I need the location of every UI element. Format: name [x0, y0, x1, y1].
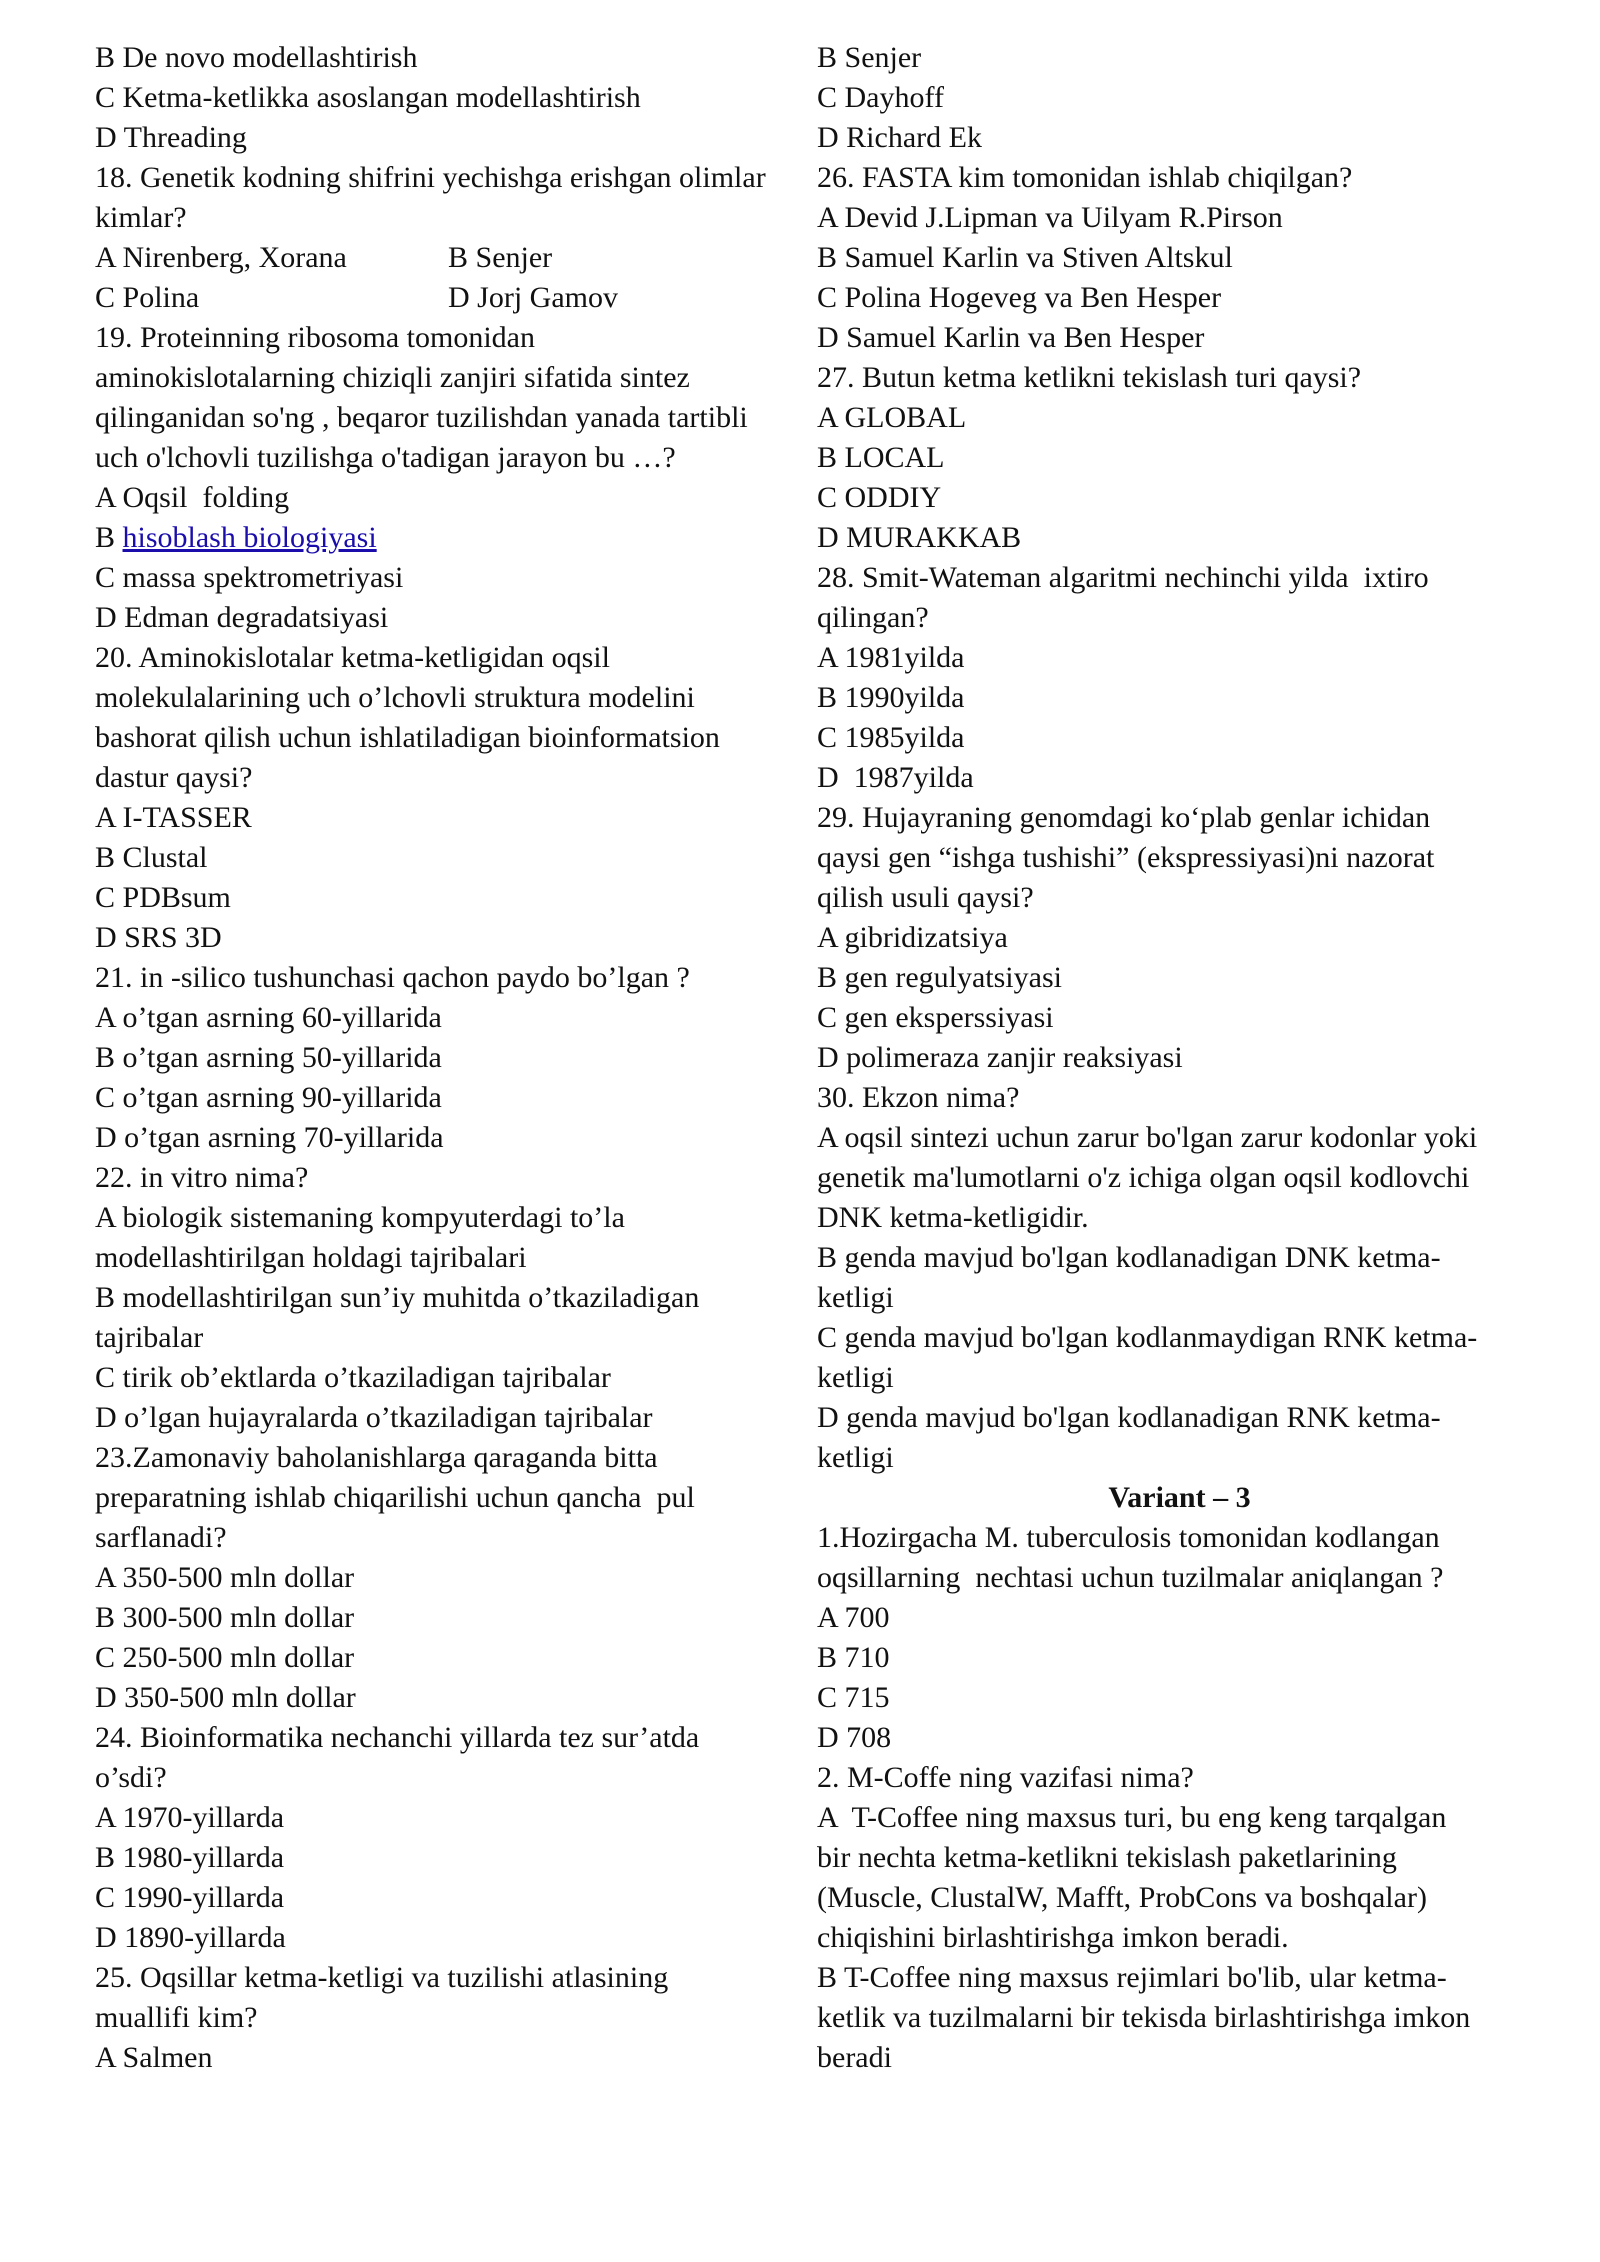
- q21-option-d: D o’tgan asrning 70-yillarida: [95, 1121, 444, 1154]
- q24-question-line: 24. Bioinformatika nechanchi yillarda tez sur’atda: [95, 1721, 700, 1754]
- q18-option-a: A Nirenberg, Xorana: [95, 241, 347, 274]
- q28-question-line: 28. Smit-Wateman algaritmi nechinchi yilda ixtiro: [817, 561, 1429, 594]
- q27-option-a: A GLOBAL: [817, 401, 967, 434]
- q30-option-c: C genda mavjud bo'lgan kodlanmaydigan RNK ketma-: [817, 1321, 1478, 1354]
- q19-option-b: [95, 518, 815, 558]
- q29-option-c: C gen eksperssiyasi: [817, 1001, 1054, 1034]
- q17-option-c: C Ketma-ketlikka asoslangan modellashtirish: [95, 81, 641, 114]
- q17-option-b: B De novo modellashtirish: [95, 41, 418, 74]
- q22-option-d: D o’lgan hujayralarda o’tkaziladigan tajribalar: [95, 1401, 653, 1434]
- q20-question-line: 20. Aminokislotalar ketma-ketligidan oqsil: [95, 641, 610, 674]
- q30-option-d: D genda mavjud bo'lgan kodlanadigan RNK ketma-: [817, 1401, 1441, 1434]
- q28-option-d: D 1987yilda: [817, 761, 974, 794]
- q30-option-d: ketligi: [817, 1441, 894, 1474]
- q21-question-line: 21. in -silico tushunchasi qachon paydo bo’lgan ?: [95, 961, 690, 994]
- v3-q1-option-b: B 710: [817, 1641, 890, 1674]
- v3-q1-option-d: D 708: [817, 1721, 892, 1754]
- q30-question-line: 30. Ekzon nima?: [817, 1081, 1020, 1114]
- q18-question-line: kimlar?: [95, 201, 187, 234]
- left-column: [95, 38, 815, 2078]
- v3-q2-option-b: beradi: [817, 2041, 892, 2074]
- q22-option-b: B modellashtirilgan sun’iy muhitda o’tkaziladigan: [95, 1281, 700, 1314]
- q27-option-c: C ODDIY: [817, 481, 942, 514]
- q19-option-a: A Oqsil folding: [95, 481, 290, 514]
- q20-question-line: molekulalarining uch o’lchovli struktura modelini: [95, 681, 695, 714]
- q30-option-c: ketligi: [817, 1361, 894, 1394]
- v3-q2-option-a: A T-Coffee ning maxsus turi, bu eng keng tarqalgan: [817, 1801, 1447, 1834]
- q23-option-a: A 350-500 mln dollar: [95, 1561, 355, 1594]
- q24-option-c: C 1990-yillarda: [95, 1881, 285, 1914]
- q21-option-b: B o’tgan asrning 50-yillarida: [95, 1041, 442, 1074]
- q28-option-b: B 1990yilda: [817, 681, 965, 714]
- right-column: [817, 38, 1542, 2078]
- q26-option-c: C Polina Hogeveg va Ben Hesper: [817, 281, 1222, 314]
- q18-option-b: B Senjer: [448, 241, 553, 274]
- q25-question-line: muallifi kim?: [95, 2001, 258, 2034]
- q25-option-c: C Dayhoff: [817, 81, 944, 114]
- q23-option-b: B 300-500 mln dollar: [95, 1601, 355, 1634]
- q20-question-line: bashorat qilish uchun ishlatiladigan bioinformatsion: [95, 721, 720, 754]
- q23-question-line: sarflanadi?: [95, 1521, 227, 1554]
- v3-q2-option-a: (Muscle, ClustalW, Mafft, ProbCons va boshqalar): [817, 1881, 1427, 1914]
- q27-option-d: D MURAKKAB: [817, 521, 1022, 554]
- q20-option-d: D SRS 3D: [95, 921, 222, 954]
- q18-options-row: [95, 238, 815, 278]
- q21-option-a: A o’tgan asrning 60-yillarida: [95, 1001, 442, 1034]
- q26-option-b: B Samuel Karlin va Stiven Altskul: [817, 241, 1233, 274]
- q18-question-line: 18. Genetik kodning shifrini yechishga erishgan olimlar: [95, 161, 766, 194]
- q20-option-b: B Clustal: [95, 841, 208, 874]
- q21-option-c: C o’tgan asrning 90-yillarida: [95, 1081, 442, 1114]
- q20-question-line: dastur qaysi?: [95, 761, 253, 794]
- q20-option-c: C PDBsum: [95, 881, 231, 914]
- q23-question-line: preparatning ishlab chiqarilishi uchun qancha pul: [95, 1481, 695, 1514]
- q29-question-line: qilish usuli qaysi?: [817, 881, 1034, 914]
- q18-option-c: C Polina: [95, 281, 200, 314]
- v3-q2-option-a: chiqishini birlashtirishga imkon beradi.: [817, 1921, 1289, 1954]
- q19-option-c: C massa spektrometriyasi: [95, 561, 404, 594]
- q22-question-line: 22. in vitro nima?: [95, 1161, 309, 1194]
- q30-option-a: genetik ma'lumotlarni o'z ichiga olgan oqsil kodlovchi: [817, 1161, 1470, 1194]
- q18-options-row: [95, 278, 815, 318]
- q24-question-line: o’sdi?: [95, 1761, 167, 1794]
- q19-question-line: 19. Proteinning ribosoma tomonidan: [95, 321, 535, 354]
- q24-option-d: D 1890-yillarda: [95, 1921, 286, 1954]
- q20-option-a: A I-TASSER: [95, 801, 252, 834]
- v3-q2-option-b: B T-Coffee ning maxsus rejimlari bo'lib, ular ketma-: [817, 1961, 1447, 1994]
- q28-question-line: qilingan?: [817, 601, 929, 634]
- q30-option-b: B genda mavjud bo'lgan kodlanadigan DNK ketma-: [817, 1241, 1441, 1274]
- hisoblash-biologiyasi-link[interactable]: hisoblash biologiyasi: [122, 521, 377, 554]
- q19-option-d: D Edman degradatsiyasi: [95, 601, 389, 634]
- q30-option-a: DNK ketma-ketligidir.: [817, 1201, 1089, 1234]
- v3-q1-option-a: A 700: [817, 1601, 890, 1634]
- q29-option-d: D polimeraza zanjir reaksiyasi: [817, 1041, 1183, 1074]
- q24-option-b: B 1980-yillarda: [95, 1841, 285, 1874]
- q28-option-a: A 1981yilda: [817, 641, 965, 674]
- q22-option-a: A biologik sistemaning kompyuterdagi to’la: [95, 1201, 625, 1234]
- q24-option-a: A 1970-yillarda: [95, 1801, 285, 1834]
- q25-option-b: B Senjer: [817, 41, 922, 74]
- q29-option-b: B gen regulyatsiyasi: [817, 961, 1062, 994]
- q19-option-b-prefix: B: [95, 521, 123, 554]
- q18-option-d: D Jorj Gamov: [448, 281, 618, 314]
- v3-q1-option-c: C 715: [817, 1681, 890, 1714]
- q26-question-line: 26. FASTA kim tomonidan ishlab chiqilgan?: [817, 161, 1353, 194]
- q26-option-a: A Devid J.Lipman va Uilyam R.Pirson: [817, 201, 1283, 234]
- q25-question-line: 25. Oqsillar ketma-ketligi va tuzilishi atlasining: [95, 1961, 669, 1994]
- q19-question-line: uch o'lchovli tuzilishga o'tadigan jarayon bu …?: [95, 441, 676, 474]
- q17-option-d: D Threading: [95, 121, 247, 154]
- q23-option-c: C 250-500 mln dollar: [95, 1641, 355, 1674]
- q22-option-c: C tirik ob’ektlarda o’tkaziladigan tajribalar: [95, 1361, 611, 1394]
- variant-heading: Variant – 3: [1108, 1481, 1251, 1514]
- v3-q1-question-line: oqsillarning nechtasi uchun tuzilmalar aniqlangan ?: [817, 1561, 1444, 1594]
- q23-option-d: D 350-500 mln dollar: [95, 1681, 356, 1714]
- q30-option-a: A oqsil sintezi uchun zarur bo'lgan zarur kodonlar yoki: [817, 1121, 1478, 1154]
- v3-q2-option-b: ketlik va tuzilmalarni bir tekisda birlashtirishga imkon: [817, 2001, 1471, 2034]
- q27-option-b: B LOCAL: [817, 441, 945, 474]
- q29-question-line: 29. Hujayraning genomdagi ko‘plab genlar ichidan: [817, 801, 1431, 834]
- q22-option-b: tajribalar: [95, 1321, 204, 1354]
- v3-q2-option-a: bir nechta ketma-ketlikni tekislash paketlarining: [817, 1841, 1397, 1874]
- q27-question-line: 27. Butun ketma ketlikni tekislash turi qaysi?: [817, 361, 1362, 394]
- q30-option-b: ketligi: [817, 1281, 894, 1314]
- v3-q2-question-line: 2. M-Coffe ning vazifasi nima?: [817, 1761, 1194, 1794]
- q25-option-d: D Richard Ek: [817, 121, 982, 154]
- q19-question-line: aminokislotalarning chiziqli zanjiri sifatida sintez: [95, 361, 690, 394]
- q25-option-a: A Salmen: [95, 2041, 213, 2074]
- q28-option-c: C 1985yilda: [817, 721, 965, 754]
- q23-question-line: 23.Zamonaviy baholanishlarga qaraganda bitta: [95, 1441, 658, 1474]
- q29-option-a: A gibridizatsiya: [817, 921, 1008, 954]
- q29-question-line: qaysi gen “ishga tushishi” (ekspressiyasi)ni nazorat: [817, 841, 1435, 874]
- v3-q1-question-line: 1.Hozirgacha M. tuberculosis tomonidan kodlangan: [817, 1521, 1440, 1554]
- q26-option-d: D Samuel Karlin va Ben Hesper: [817, 321, 1205, 354]
- q19-question-line: qilinganidan so'ng , beqaror tuzilishdan yanada tartibli: [95, 401, 748, 434]
- q22-option-a: modellashtirilgan holdagi tajribalari: [95, 1241, 527, 1274]
